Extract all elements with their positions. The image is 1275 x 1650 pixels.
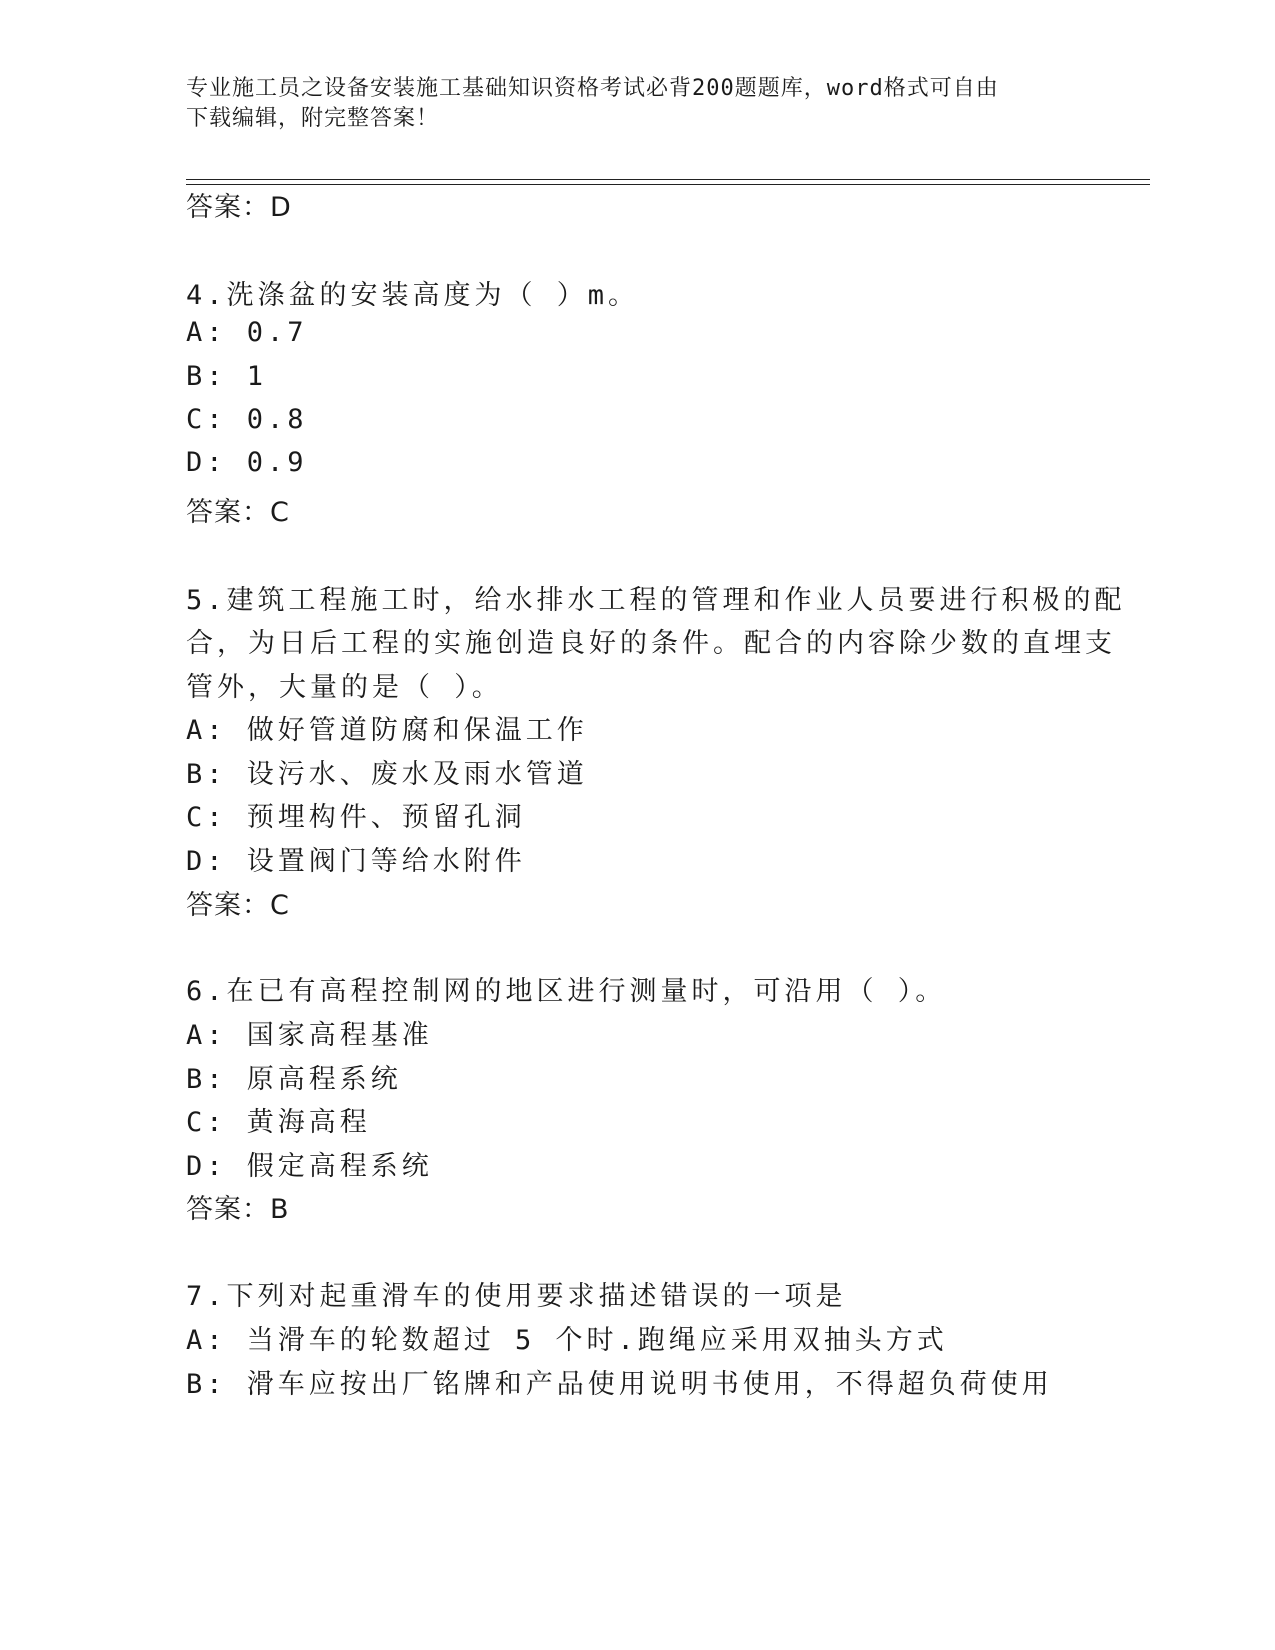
previous-answer: 答案：D <box>186 192 292 223</box>
header-divider-bottom <box>186 184 1150 185</box>
question-6-answer: 答案：B <box>186 1194 290 1225</box>
question-4-option-d: D: 0.9 <box>186 447 308 478</box>
question-6-stem: 6.在已有高程控制网的地区进行测量时，可沿用（ ）。 <box>186 976 947 1007</box>
question-4-stem: 4.洗涤盆的安装高度为（ ）m。 <box>186 280 640 311</box>
question-5-stem-line-3: 管外，大量的是（ ）。 <box>186 672 503 703</box>
question-4-option-a: A: 0.7 <box>186 317 308 348</box>
question-6-option-b: B: 原高程系统 <box>186 1064 402 1095</box>
question-6-option-d: D: 假定高程系统 <box>186 1151 433 1182</box>
header-line-1: 专业施工员之设备安装施工基础知识资格考试必背200题题库，word格式可自由 <box>186 76 999 101</box>
question-7-option-a: A: 当滑车的轮数超过 5 个时.跑绳应采用双抽头方式 <box>186 1325 948 1356</box>
question-5-option-a: A: 做好管道防腐和保温工作 <box>186 715 588 746</box>
question-5-answer: 答案：C <box>186 890 290 921</box>
question-7-stem: 7.下列对起重滑车的使用要求描述错误的一项是 <box>186 1281 847 1312</box>
question-4-option-b: B: 1 <box>186 361 268 392</box>
question-4-answer: 答案：C <box>186 497 290 528</box>
question-5-stem-line-2: 合，为日后工程的实施创造良好的条件。配合的内容除少数的直埋支 <box>186 628 1116 659</box>
question-5-option-c: C: 预埋构件、预留孔洞 <box>186 802 526 833</box>
question-5-option-b: B: 设污水、废水及雨水管道 <box>186 759 588 790</box>
header-divider-top <box>186 179 1150 180</box>
question-5-stem-line-1: 5.建筑工程施工时，给水排水工程的管理和作业人员要进行积极的配 <box>186 585 1126 616</box>
question-5-option-d: D: 设置阀门等给水附件 <box>186 846 526 877</box>
question-6-option-a: A: 国家高程基准 <box>186 1020 433 1051</box>
question-7-option-b: B: 滑车应按出厂铭牌和产品使用说明书使用，不得超负荷使用 <box>186 1369 1053 1400</box>
question-6-option-c: C: 黄海高程 <box>186 1107 371 1138</box>
document-header <box>186 74 1066 134</box>
question-4-option-c: C: 0.8 <box>186 404 308 435</box>
header-line-2: 下载编辑，附完整答案！ <box>186 106 440 131</box>
